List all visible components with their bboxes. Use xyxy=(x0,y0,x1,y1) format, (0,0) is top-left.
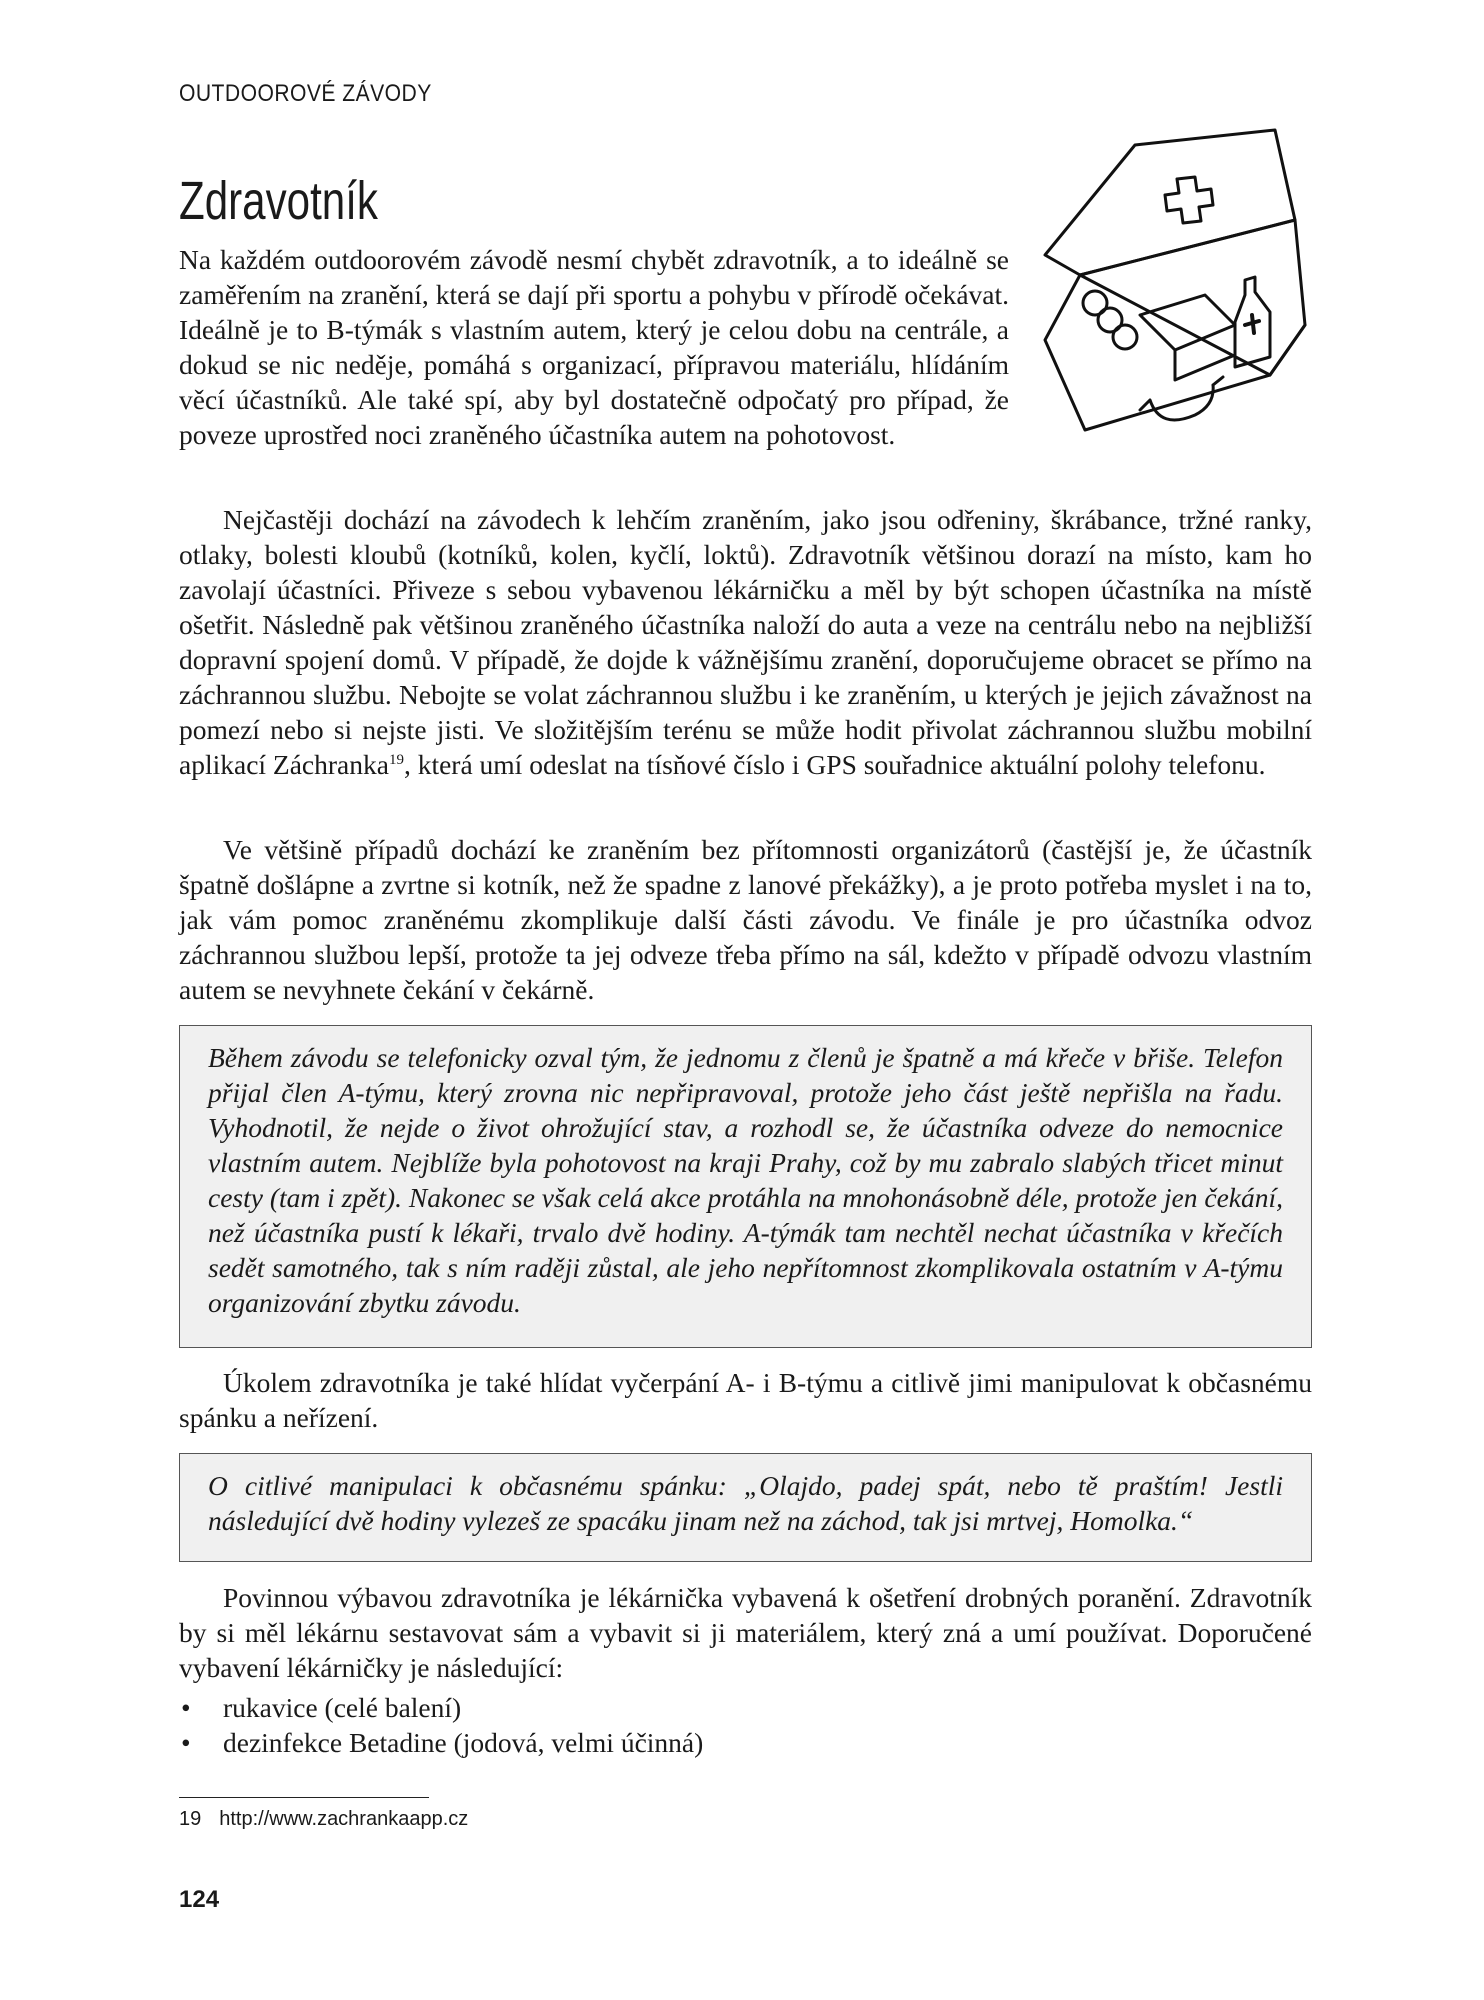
page-number: 124 xyxy=(179,1886,220,1913)
quote-box xyxy=(179,1453,1312,1562)
footnote-link[interactable]: http://www.zachrankaapp.cz xyxy=(219,1808,469,1830)
body-paragraph: Povinnou výbavou zdravotníka je lékárnička vybavená k ošetření drobných poranění. Zdravotník by si měl lékárnu sestavovat sám a vybavit si ji materiálem, který zná a umí používat. Doporučené vybavení lékárničky je následující: xyxy=(179,1582,1312,1683)
example-box xyxy=(179,1025,1312,1348)
section-title: Zdravotník xyxy=(179,171,378,231)
body-paragraph xyxy=(179,502,1312,782)
running-header: OUTDOOROVÉ ZÁVODY xyxy=(179,80,432,107)
footnote xyxy=(179,1808,486,1831)
example-text: Během závodu se telefonicky ozval tým, že jednomu z členů je špatně a má křeče v břiše. Telefon přijal člen A-týmu, který zrovna nic nepřipravoval, protože jeho část ještě nepřišla na řadu. Vyhodnotil, že nejde o život ohrožující stav, a rozhodl se, že účastníka odveze do nemocnice vlastním autem. Nejblíže byla pohotovost na kraji Prahy, což by mu zabralo slabých třicet minut cesty (tam i zpět). Nakonec se však celá akce protáhla na mnohonásobně déle, protože jen čekání, než účastníka pustí k lékaři, trvalo dvě hodiny. A-týmák tam nechtěl nechat účastníka v křečích sedět samotného, tak s ním raději zůstal, ale jeho nepřítomnost zkomplikovala ostatním v A-týmu organizování zbytku závodu. xyxy=(208,1042,1283,1318)
first-aid-kit-illustration xyxy=(1040,125,1320,455)
quote-text: O citlivé manipulaci k občasnému spánku: „Olajdo, padej spát, nebo tě praštím! Jestli následující dvě hodiny vylezeš ze spacáku jinam než na záchod, tak jsi mrtvej, Homolka.“ xyxy=(208,1470,1283,1536)
kit-list xyxy=(179,1690,703,1760)
paragraph-text: Nejčastěji dochází na závodech k lehčím zraněním, jako jsou odřeniny, škrábance, tržné ranky, otlaky, bolesti kloubů (kotníků, kolen, kyčlí, loktů). Zdravotník většinou dorazí na místo, kam ho zavolají účastníci. Přiveze s sebou vybavenou lékárničku a měl by být schopen účastníka na místě ošetřit. Následně pak většinou zraněného účastníka naloží do auta a veze na centrálu nebo na nejbližší dopravní spojení domů. V případě, že dojde k vážnějšímu zranění, doporučujeme obracet se přímo na záchrannou službu. Nebojte se volat záchrannou službu i ke zraněním, u kterých je jejich závažnost na pomezí nebo si nejste jisti. Ve složitějším terénu se může hodit přivolat záchrannou službu mobilní aplikací Záchranka xyxy=(179,504,1312,780)
footnote-number: 19 xyxy=(179,1808,202,1830)
paragraph-text: , která umí odeslat na tísňové číslo i GPS souřadnice aktuální polohy telefonu. xyxy=(403,749,1266,780)
body-paragraph: Ve většině případů dochází ke zraněním bez přítomnosti organizátorů (častější je, že účastník špatně došlápne a zvrtne si kotník, než že spadne z lanové překážky), a je proto potřeba myslet i na to, jak vám pomoc zraněnému zkomplikuje další části závodu. Ve finále je pro účastníka odvoz záchrannou službou lepší, protože ta jej odveze třeba přímo na sál, kdežto v případě odvozu vlastním autem se nevyhnete čekání v čekárně. xyxy=(179,834,1312,1005)
list-item: • dezinfekce Betadine (jodová, velmi účinná) xyxy=(179,1725,703,1760)
footnote-divider xyxy=(179,1797,429,1798)
list-item: • rukavice (celé balení) xyxy=(179,1690,703,1725)
body-paragraph: Úkolem zdravotníka je také hlídat vyčerpání A- i B-týmu a citlivě jimi manipulovat k občasnému spánku a neřízení. xyxy=(179,1367,1312,1433)
footnote-ref[interactable]: 19 xyxy=(388,751,404,768)
intro-paragraph: Na každém outdoorovém závodě nesmí chybět zdravotník, a to ideálně se zaměřením na zranění, která se dají při sportu a pohybu v přírodě očekávat. Ideálně je to B-týmák s vlastním autem, který je celou dobu na centrále, a dokud se nic neděje, pomáhá s organizací, přípravou materiálu, hlídáním věcí účastníků. Ale také spí, aby byl dostatečně odpočatý pro případ, že poveze uprostřed noci zraněného účastníka autem na pohotovost. xyxy=(179,244,1009,450)
